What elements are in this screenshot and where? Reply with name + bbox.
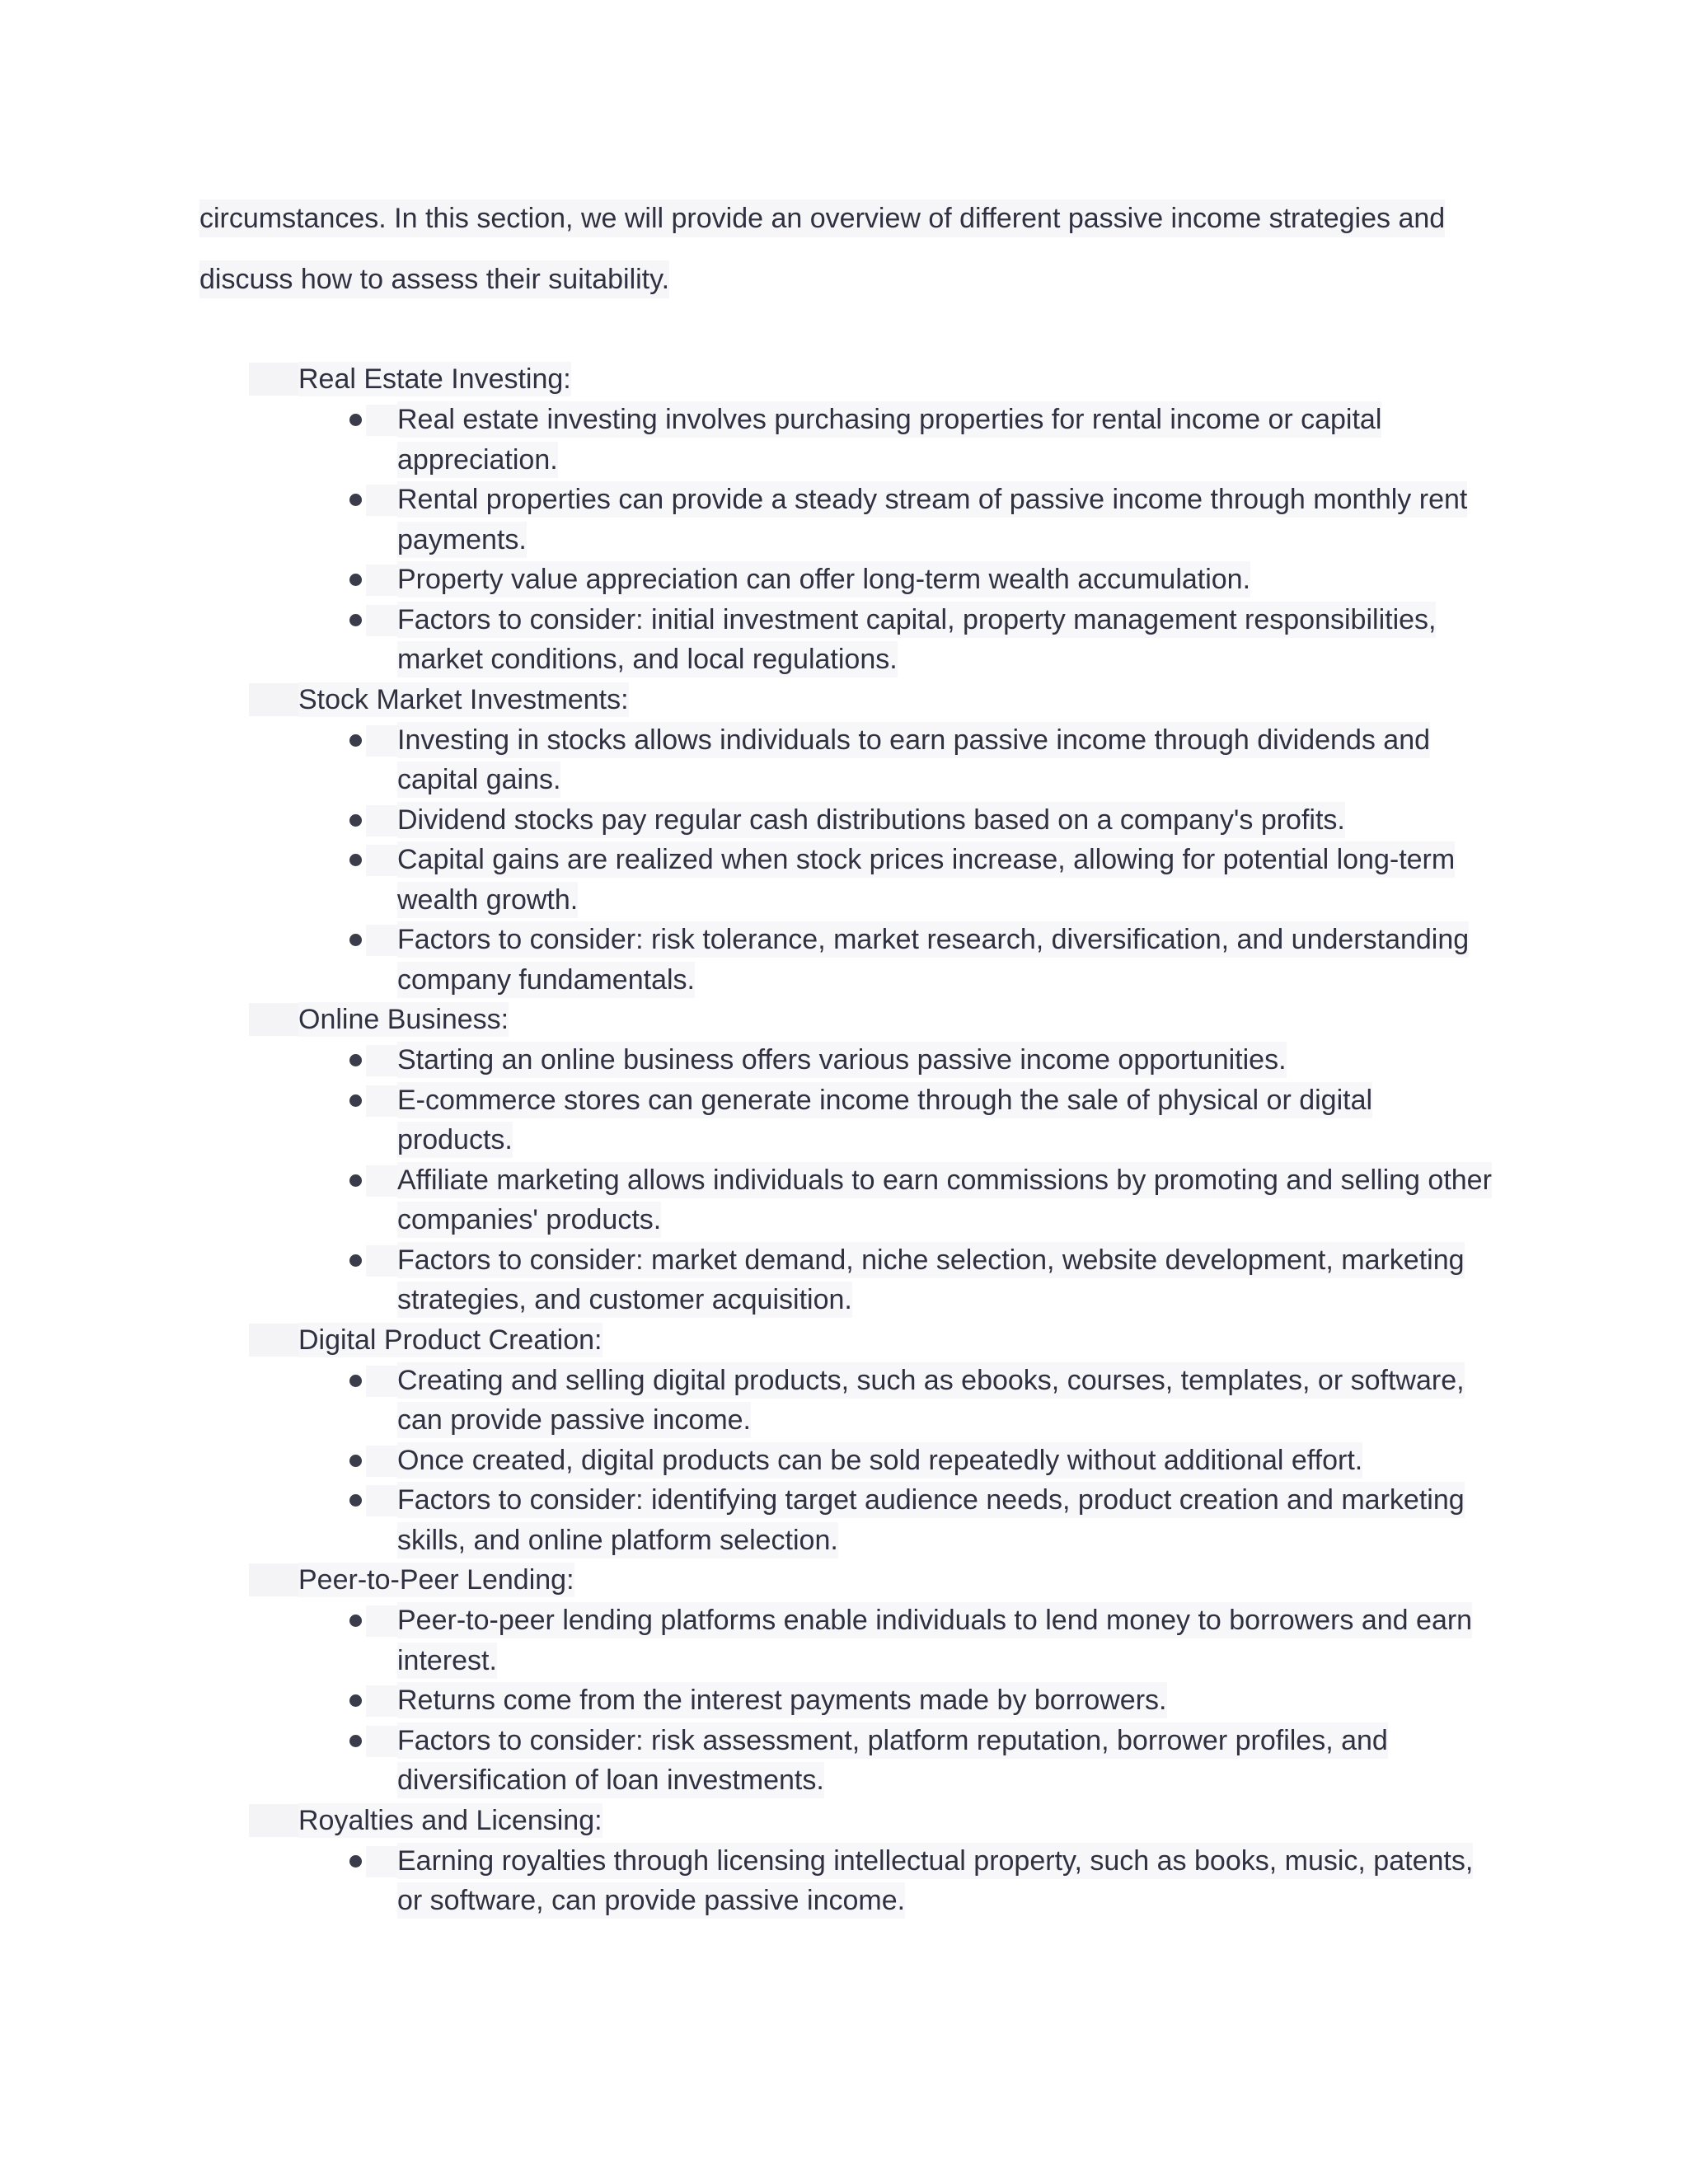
- bullet-dot-icon: [349, 1054, 362, 1066]
- intro-text: circumstances. In this section, we will provide an overview of different passive income strategies and discuss how to assess their suitability.: [199, 199, 1445, 298]
- bullet-text: Creating and selling digital products, such as ebooks, courses, templates, or software, can provide passive income.: [397, 1362, 1465, 1439]
- section-heading-text: Stock Market Investments:: [298, 683, 629, 715]
- list-number-placeholder: [249, 683, 298, 716]
- section-heading: [0, 1320, 1688, 1361]
- bullet-text: Investing in stocks allows individuals to earn passive income through dividends and capital gains.: [397, 722, 1430, 799]
- bullet-highlight: [366, 1846, 397, 1877]
- bullet-item: [0, 1480, 1493, 1560]
- bullet-dot-icon: [349, 574, 362, 586]
- bullet-highlight: [366, 1085, 397, 1117]
- list-number-placeholder: [249, 1324, 298, 1357]
- bullet-dot-icon: [349, 1254, 362, 1267]
- bullet-dot-icon: [349, 414, 362, 426]
- bullet-item: [0, 1240, 1493, 1320]
- bullet-highlight: [366, 1245, 397, 1277]
- bullet-item: [0, 1601, 1493, 1680]
- bullet-item: [0, 1841, 1493, 1921]
- bullet-text: Rental properties can provide a steady stream of passive income through monthly rent payments.: [397, 481, 1467, 558]
- bullet-dot-icon: [349, 1855, 362, 1868]
- bullet-highlight: [366, 1685, 397, 1717]
- bullet-text: Returns come from the interest payments made by borrowers.: [397, 1682, 1167, 1718]
- bullet-highlight: [366, 845, 397, 876]
- bullet-dot-icon: [349, 854, 362, 866]
- bullet-text: Dividend stocks pay regular cash distributions based on a company's profits.: [397, 802, 1345, 838]
- bullet-item: [0, 800, 1493, 841]
- bullet-highlight: [366, 725, 397, 757]
- bullet-highlight: [366, 485, 397, 516]
- section-heading-text: Online Business:: [298, 1004, 509, 1035]
- bullet-dot-icon: [349, 1375, 362, 1387]
- bullet-highlight: [366, 1726, 397, 1757]
- bullet-highlight: [366, 925, 397, 956]
- bullet-dot-icon: [349, 1735, 362, 1747]
- bullet-text: Capital gains are realized when stock prices increase, allowing for potential long-term wealth growth.: [397, 841, 1455, 918]
- strategy-section: [0, 680, 1688, 1001]
- section-heading: [0, 1560, 1688, 1601]
- strategy-section: [0, 1801, 1688, 1921]
- bullet-highlight: [366, 405, 397, 436]
- bullet-dot-icon: [349, 1694, 362, 1707]
- section-heading-text: Digital Product Creation:: [298, 1324, 603, 1356]
- bullet-highlight: [366, 1605, 397, 1637]
- strategy-section: [0, 1320, 1688, 1561]
- bullet-item: [0, 1441, 1493, 1481]
- bullet-text: Earning royalties through licensing intellectual property, such as books, music, patents, or software, can provide passive income.: [397, 1843, 1473, 1919]
- bullet-highlight: [366, 1165, 397, 1197]
- bullet-dot-icon: [349, 494, 362, 506]
- bullet-item: [0, 1160, 1493, 1240]
- bullet-highlight: [366, 1446, 397, 1477]
- bullet-text: Factors to consider: risk tolerance, market research, diversification, and understanding company fundamentals.: [397, 921, 1469, 998]
- list-number-placeholder: [249, 1003, 298, 1036]
- bullet-highlight: [366, 1366, 397, 1397]
- bullet-dot-icon: [349, 1615, 362, 1627]
- bullet-item: [0, 920, 1493, 1000]
- section-heading: [0, 359, 1688, 400]
- list-number-placeholder: [249, 1563, 298, 1596]
- bullet-text: Peer-to-peer lending platforms enable individuals to lend money to borrowers and earn interest.: [397, 1602, 1472, 1679]
- bullet-text: Once created, digital products can be sold repeatedly without additional effort.: [397, 1442, 1362, 1479]
- bullet-item: [0, 840, 1493, 920]
- bullet-dot-icon: [349, 734, 362, 747]
- section-heading: [0, 1801, 1688, 1841]
- bullet-dot-icon: [349, 1494, 362, 1507]
- bullet-text: Factors to consider: market demand, niche selection, website development, marketing strategies, and customer acquisition.: [397, 1242, 1465, 1319]
- bullet-highlight: [366, 565, 397, 596]
- section-heading-text: Peer-to-Peer Lending:: [298, 1564, 574, 1596]
- bullet-item: [0, 1080, 1493, 1160]
- bullet-item: [0, 1361, 1493, 1441]
- bullet-item: [0, 480, 1493, 560]
- bullet-highlight: [366, 1045, 397, 1076]
- bullet-dot-icon: [349, 1174, 362, 1187]
- bullet-dot-icon: [349, 614, 362, 626]
- bullet-text: Factors to consider: risk assessment, platform reputation, borrower profiles, and diversification of loan investments.: [397, 1722, 1388, 1799]
- intro-paragraph: [199, 188, 1485, 310]
- bullet-item: [0, 400, 1493, 480]
- strategy-section: [0, 1000, 1688, 1320]
- list-number-placeholder: [249, 1804, 298, 1837]
- bullet-item: [0, 560, 1493, 600]
- bullet-text: Real estate investing involves purchasing properties for rental income or capital appreciation.: [397, 401, 1381, 478]
- bullet-dot-icon: [349, 1094, 362, 1107]
- section-heading: [0, 680, 1688, 720]
- bullet-dot-icon: [349, 934, 362, 946]
- bullet-text: Starting an online business offers various passive income opportunities.: [397, 1042, 1287, 1078]
- strategy-section: [0, 1560, 1688, 1801]
- bullet-text: Factors to consider: identifying target audience needs, product creation and marketing skills, and online platform selection.: [397, 1482, 1465, 1558]
- strategy-section: [0, 359, 1688, 680]
- bullet-dot-icon: [349, 814, 362, 827]
- bullet-text: Property value appreciation can offer long-term wealth accumulation.: [397, 561, 1250, 598]
- bullet-highlight: [366, 605, 397, 636]
- list-number-placeholder: [249, 363, 298, 396]
- bullet-item: [0, 600, 1493, 680]
- bullet-highlight: [366, 1485, 397, 1516]
- bullet-highlight: [366, 805, 397, 837]
- section-heading-text: Royalties and Licensing:: [298, 1804, 603, 1836]
- bullet-text: Affiliate marketing allows individuals to earn commissions by promoting and selling other companies' products.: [397, 1162, 1492, 1239]
- bullet-dot-icon: [349, 1455, 362, 1467]
- bullet-text: E-commerce stores can generate income through the sale of physical or digital products.: [397, 1082, 1372, 1159]
- bullet-item: [0, 720, 1493, 800]
- bullet-item: [0, 1680, 1493, 1721]
- bullet-item: [0, 1721, 1493, 1801]
- strategy-list: [0, 359, 1688, 1921]
- bullet-text: Factors to consider: initial investment capital, property management responsibilities, market conditions, and local regulations.: [397, 602, 1436, 678]
- section-heading: [0, 1000, 1688, 1040]
- bullet-item: [0, 1040, 1493, 1080]
- section-heading-text: Real Estate Investing:: [298, 363, 571, 395]
